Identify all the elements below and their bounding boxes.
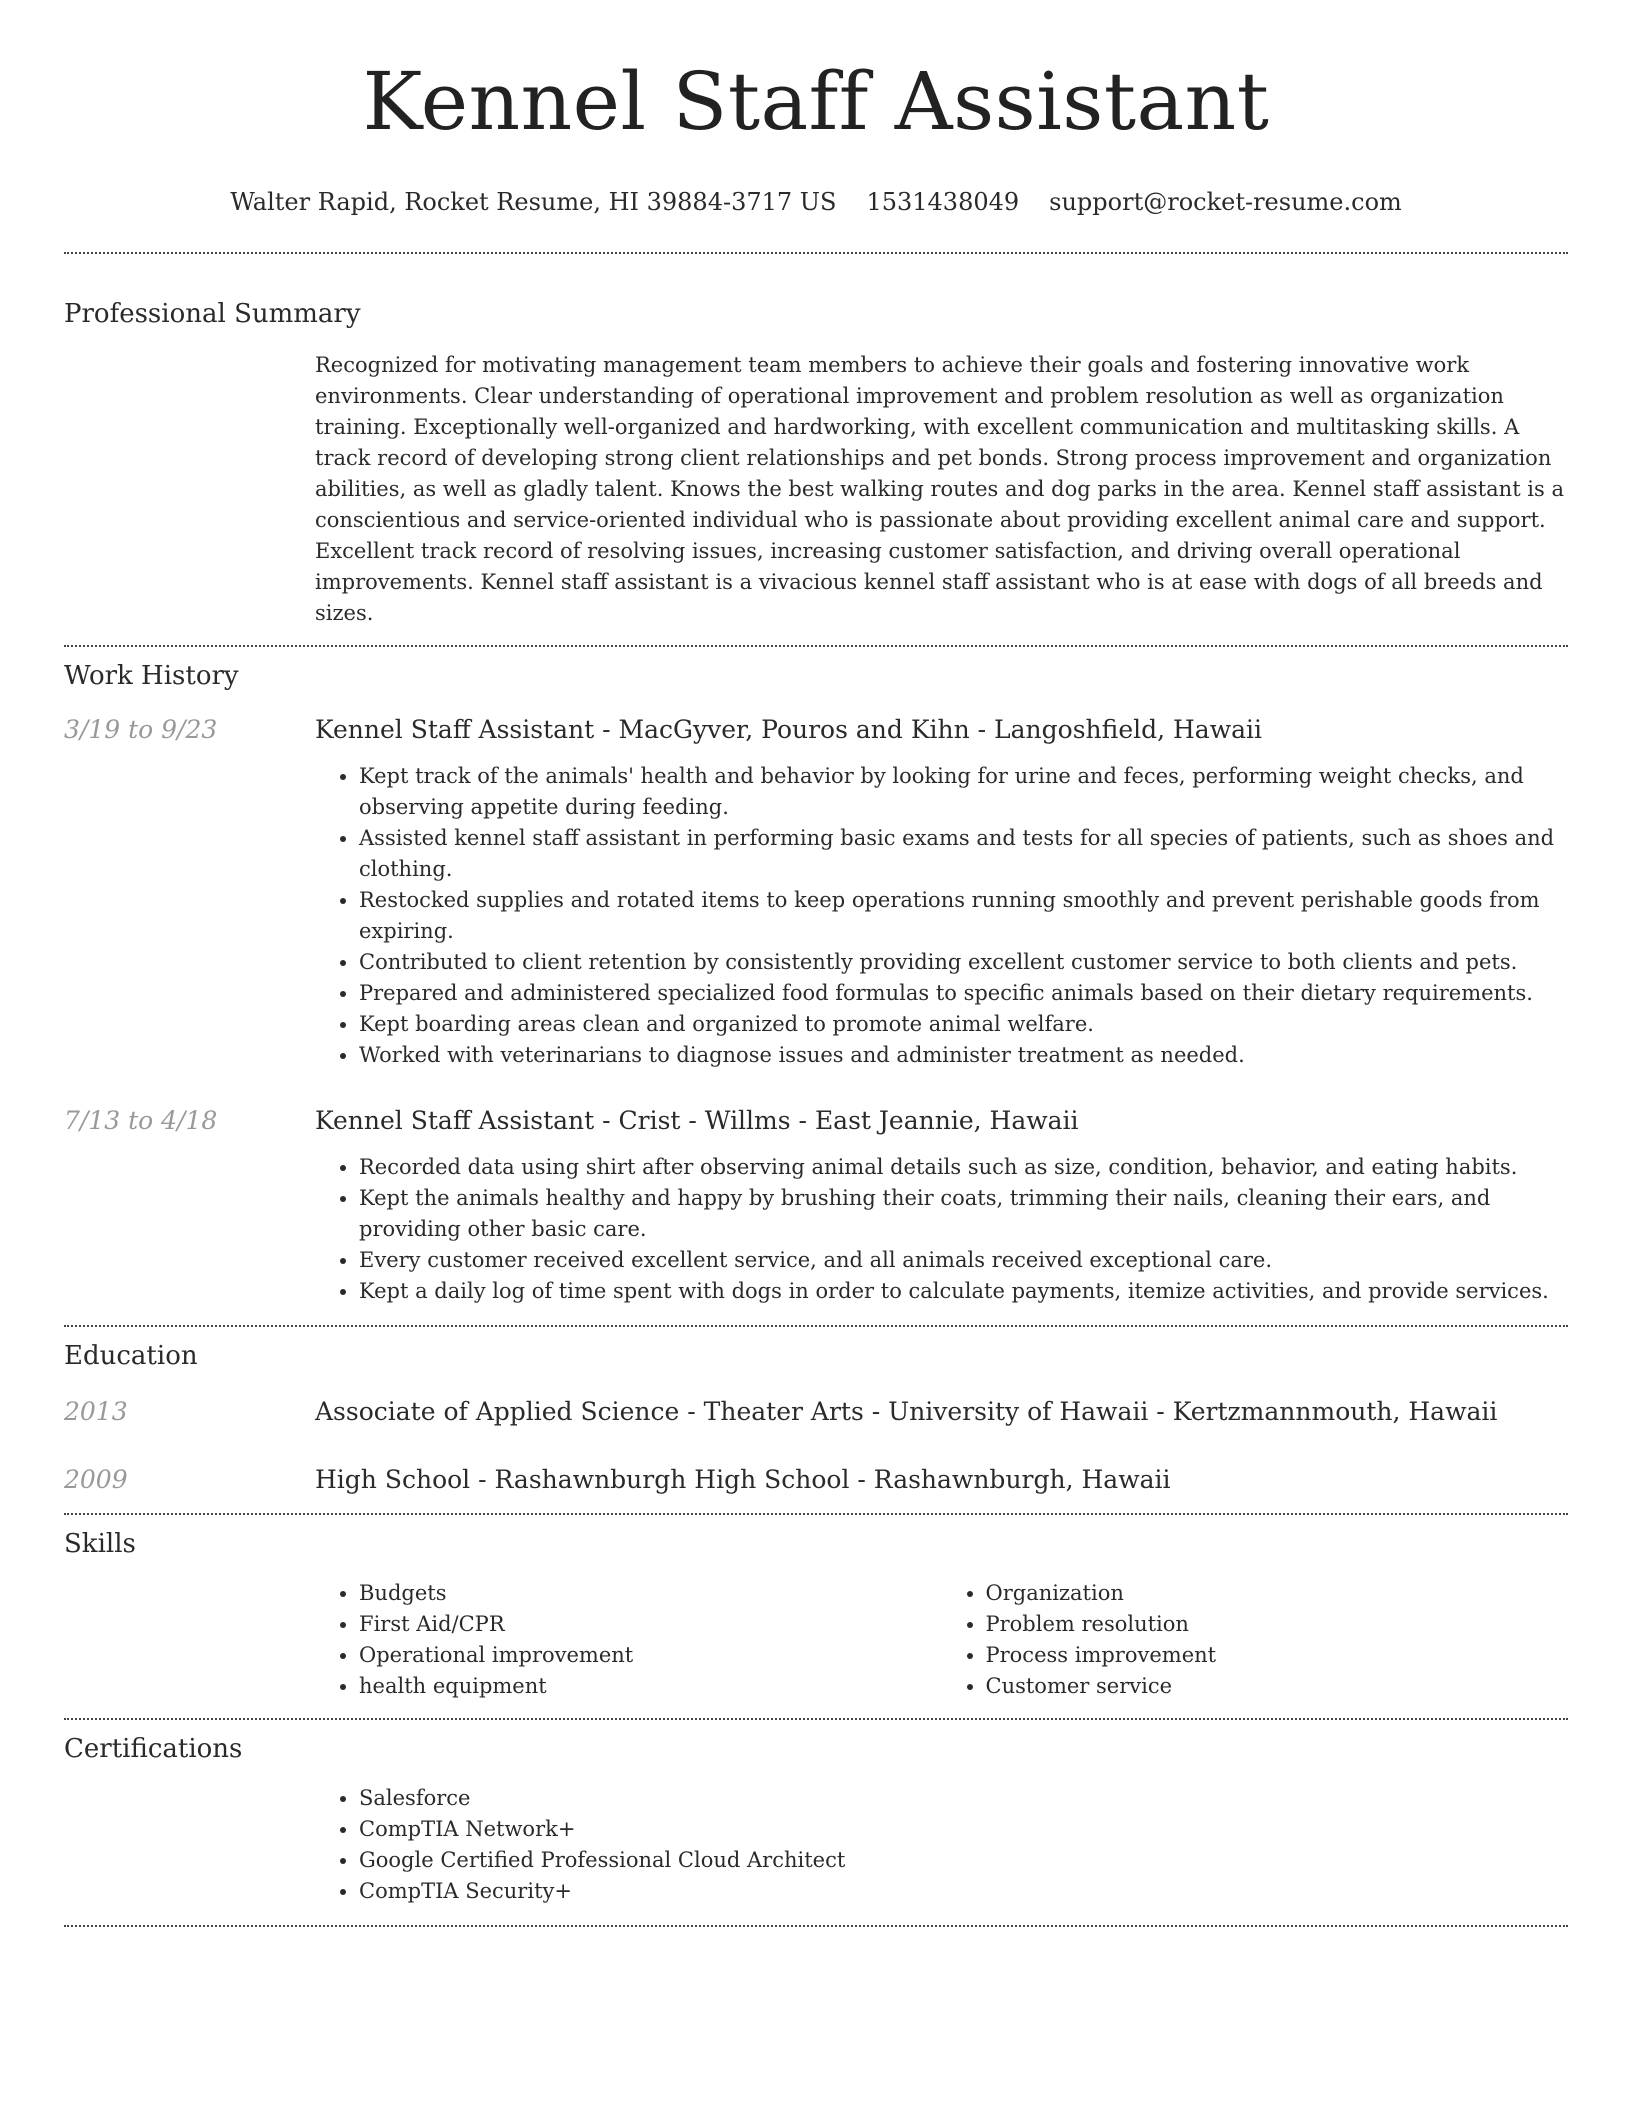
list-item: • Prepared and administered specialized food formulas to specific animals based on their dietary requirements.	[359, 978, 1568, 1009]
list-item: • CompTIA Security+	[359, 1876, 1568, 1907]
education-year: 2009	[64, 1465, 128, 1494]
list-item: • Budgets	[359, 1578, 942, 1609]
section-title-summary: Professional Summary	[64, 299, 361, 329]
divider	[64, 1325, 1568, 1327]
job-company: Crist - Willms	[618, 1106, 791, 1135]
skills-list-left	[315, 1578, 942, 1702]
list-item: • Google Certified Professional Cloud Architect	[359, 1845, 1568, 1876]
job-entry	[64, 1104, 1568, 1307]
contact-address: Walter Rapid, Rocket Resume, HI 39884-3717 US	[230, 188, 837, 216]
job-dates: 7/13 to 4/18	[64, 1106, 218, 1135]
list-item: • Process improvement	[986, 1640, 1569, 1671]
list-item: • First Aid/CPR	[359, 1609, 942, 1640]
summary-text: Recognized for motivating management team members to achieve their goals and fostering innovative work environments. Clear understanding of operational improvement and problem resolution as well as organization training. Exceptionally well-organized and hardworking, with excellent communication and multitasking skills. A track record of developing strong client relationships and pet bonds. Strong process improvement and organization abilities, as well as gladly talent. Knows the best walking routes and dog parks in the area. Kennel staff assistant is a conscientious and service-oriented individual who is passionate about providing excellent animal care and support. Excellent track record of resolving issues, increasing customer satisfaction, and driving overall operational improvements. Kennel staff assistant is a vivacious kennel staff assistant who is at ease with dogs of all breeds and sizes.	[315, 353, 1564, 625]
job-bullets	[315, 761, 1568, 1071]
education-entry: 2009 High School - Rashawnburgh High School - Rashawnburgh, Hawaii	[64, 1463, 1568, 1497]
certifications-row	[64, 1783, 1568, 1907]
list-item: • Every customer received excellent service, and all animals received exceptional care.	[359, 1245, 1568, 1276]
list-item: • health equipment	[359, 1671, 942, 1702]
section-title-work-history: Work History	[64, 661, 239, 691]
divider	[64, 645, 1568, 647]
education-location: Kertzmannmouth, Hawaii	[1172, 1397, 1498, 1426]
education-year: 2013	[64, 1397, 128, 1426]
certifications-list	[315, 1783, 1568, 1907]
skills-list-right	[942, 1578, 1569, 1702]
list-item: • Organization	[986, 1578, 1569, 1609]
list-item: • Operational improvement	[359, 1640, 942, 1671]
list-item: • Kept the animals healthy and happy by brushing their coats, trimming their nails, cleaning their ears, and providing other basic care.	[359, 1183, 1568, 1245]
education-entry: 2013 Associate of Applied Science - Theater Arts - University of Hawaii - Kertzmannmouth, Hawaii	[64, 1395, 1568, 1429]
job-company: MacGyver, Pouros and Kihn	[618, 715, 970, 744]
list-item: • Kept track of the animals' health and behavior by looking for urine and feces, performing weight checks, and observing appetite during feeding.	[359, 761, 1568, 823]
education-school: University of Hawaii	[888, 1397, 1149, 1426]
list-item: • Assisted kennel staff assistant in performing basic exams and tests for all species of patients, such as shoes and clothing.	[359, 823, 1568, 885]
list-item: • Recorded data using shirt after observing animal details such as size, condition, behavior, and eating habits.	[359, 1152, 1568, 1183]
education-degree: High School	[315, 1465, 471, 1494]
job-bullets	[315, 1152, 1568, 1307]
list-item: • CompTIA Network+	[359, 1814, 1568, 1845]
list-item: • Problem resolution	[986, 1609, 1569, 1640]
job-location: Langoshfield, Hawaii	[994, 715, 1263, 744]
divider	[64, 1718, 1568, 1720]
section-title-certifications: Certifications	[64, 1734, 243, 1764]
job-entry	[64, 713, 1568, 1071]
divider	[64, 252, 1568, 254]
education-degree: Associate of Applied Science	[315, 1397, 680, 1426]
job-dates: 3/19 to 9/23	[64, 715, 218, 744]
job-location: East Jeannie, Hawaii	[814, 1106, 1079, 1135]
education-location: Rashawnburgh, Hawaii	[873, 1465, 1171, 1494]
list-item: • Worked with veterinarians to diagnose issues and administer treatment as needed.	[359, 1040, 1568, 1071]
job-title: Kennel Staff Assistant	[315, 715, 595, 744]
list-item: • Salesforce	[359, 1783, 1568, 1814]
job-heading: Kennel Staff Assistant - MacGyver, Pouros and Kihn - Langoshfield, Hawaii	[315, 715, 1263, 744]
list-item: • Restocked supplies and rotated items to keep operations running smoothly and prevent perishable goods from expiring.	[359, 885, 1568, 947]
education-school: Rashawnburgh High School	[494, 1465, 850, 1494]
education-field: Theater Arts	[703, 1397, 864, 1426]
summary-row	[64, 350, 1568, 629]
contact-line	[64, 186, 1568, 218]
section-title-education: Education	[64, 1341, 198, 1371]
resume-title: Kennel Staff Assistant	[362, 55, 1270, 148]
list-item: • Kept a daily log of time spent with dogs in order to calculate payments, itemize activities, and provide services.	[359, 1276, 1568, 1307]
list-item: • Customer service	[986, 1671, 1569, 1702]
job-title: Kennel Staff Assistant	[315, 1106, 595, 1135]
contact-email: support@rocket-resume.com	[1049, 188, 1402, 216]
list-item: • Contributed to client retention by consistently providing excellent customer service to both clients and pets.	[359, 947, 1568, 978]
contact-phone: 1531438049	[866, 188, 1020, 216]
skills-row	[64, 1578, 1568, 1702]
section-title-skills: Skills	[64, 1529, 136, 1559]
job-heading: Kennel Staff Assistant - Crist - Willms - East Jeannie, Hawaii	[315, 1106, 1079, 1135]
list-item: • Kept boarding areas clean and organized to promote animal welfare.	[359, 1009, 1568, 1040]
divider	[64, 1925, 1568, 1927]
divider	[64, 1513, 1568, 1515]
